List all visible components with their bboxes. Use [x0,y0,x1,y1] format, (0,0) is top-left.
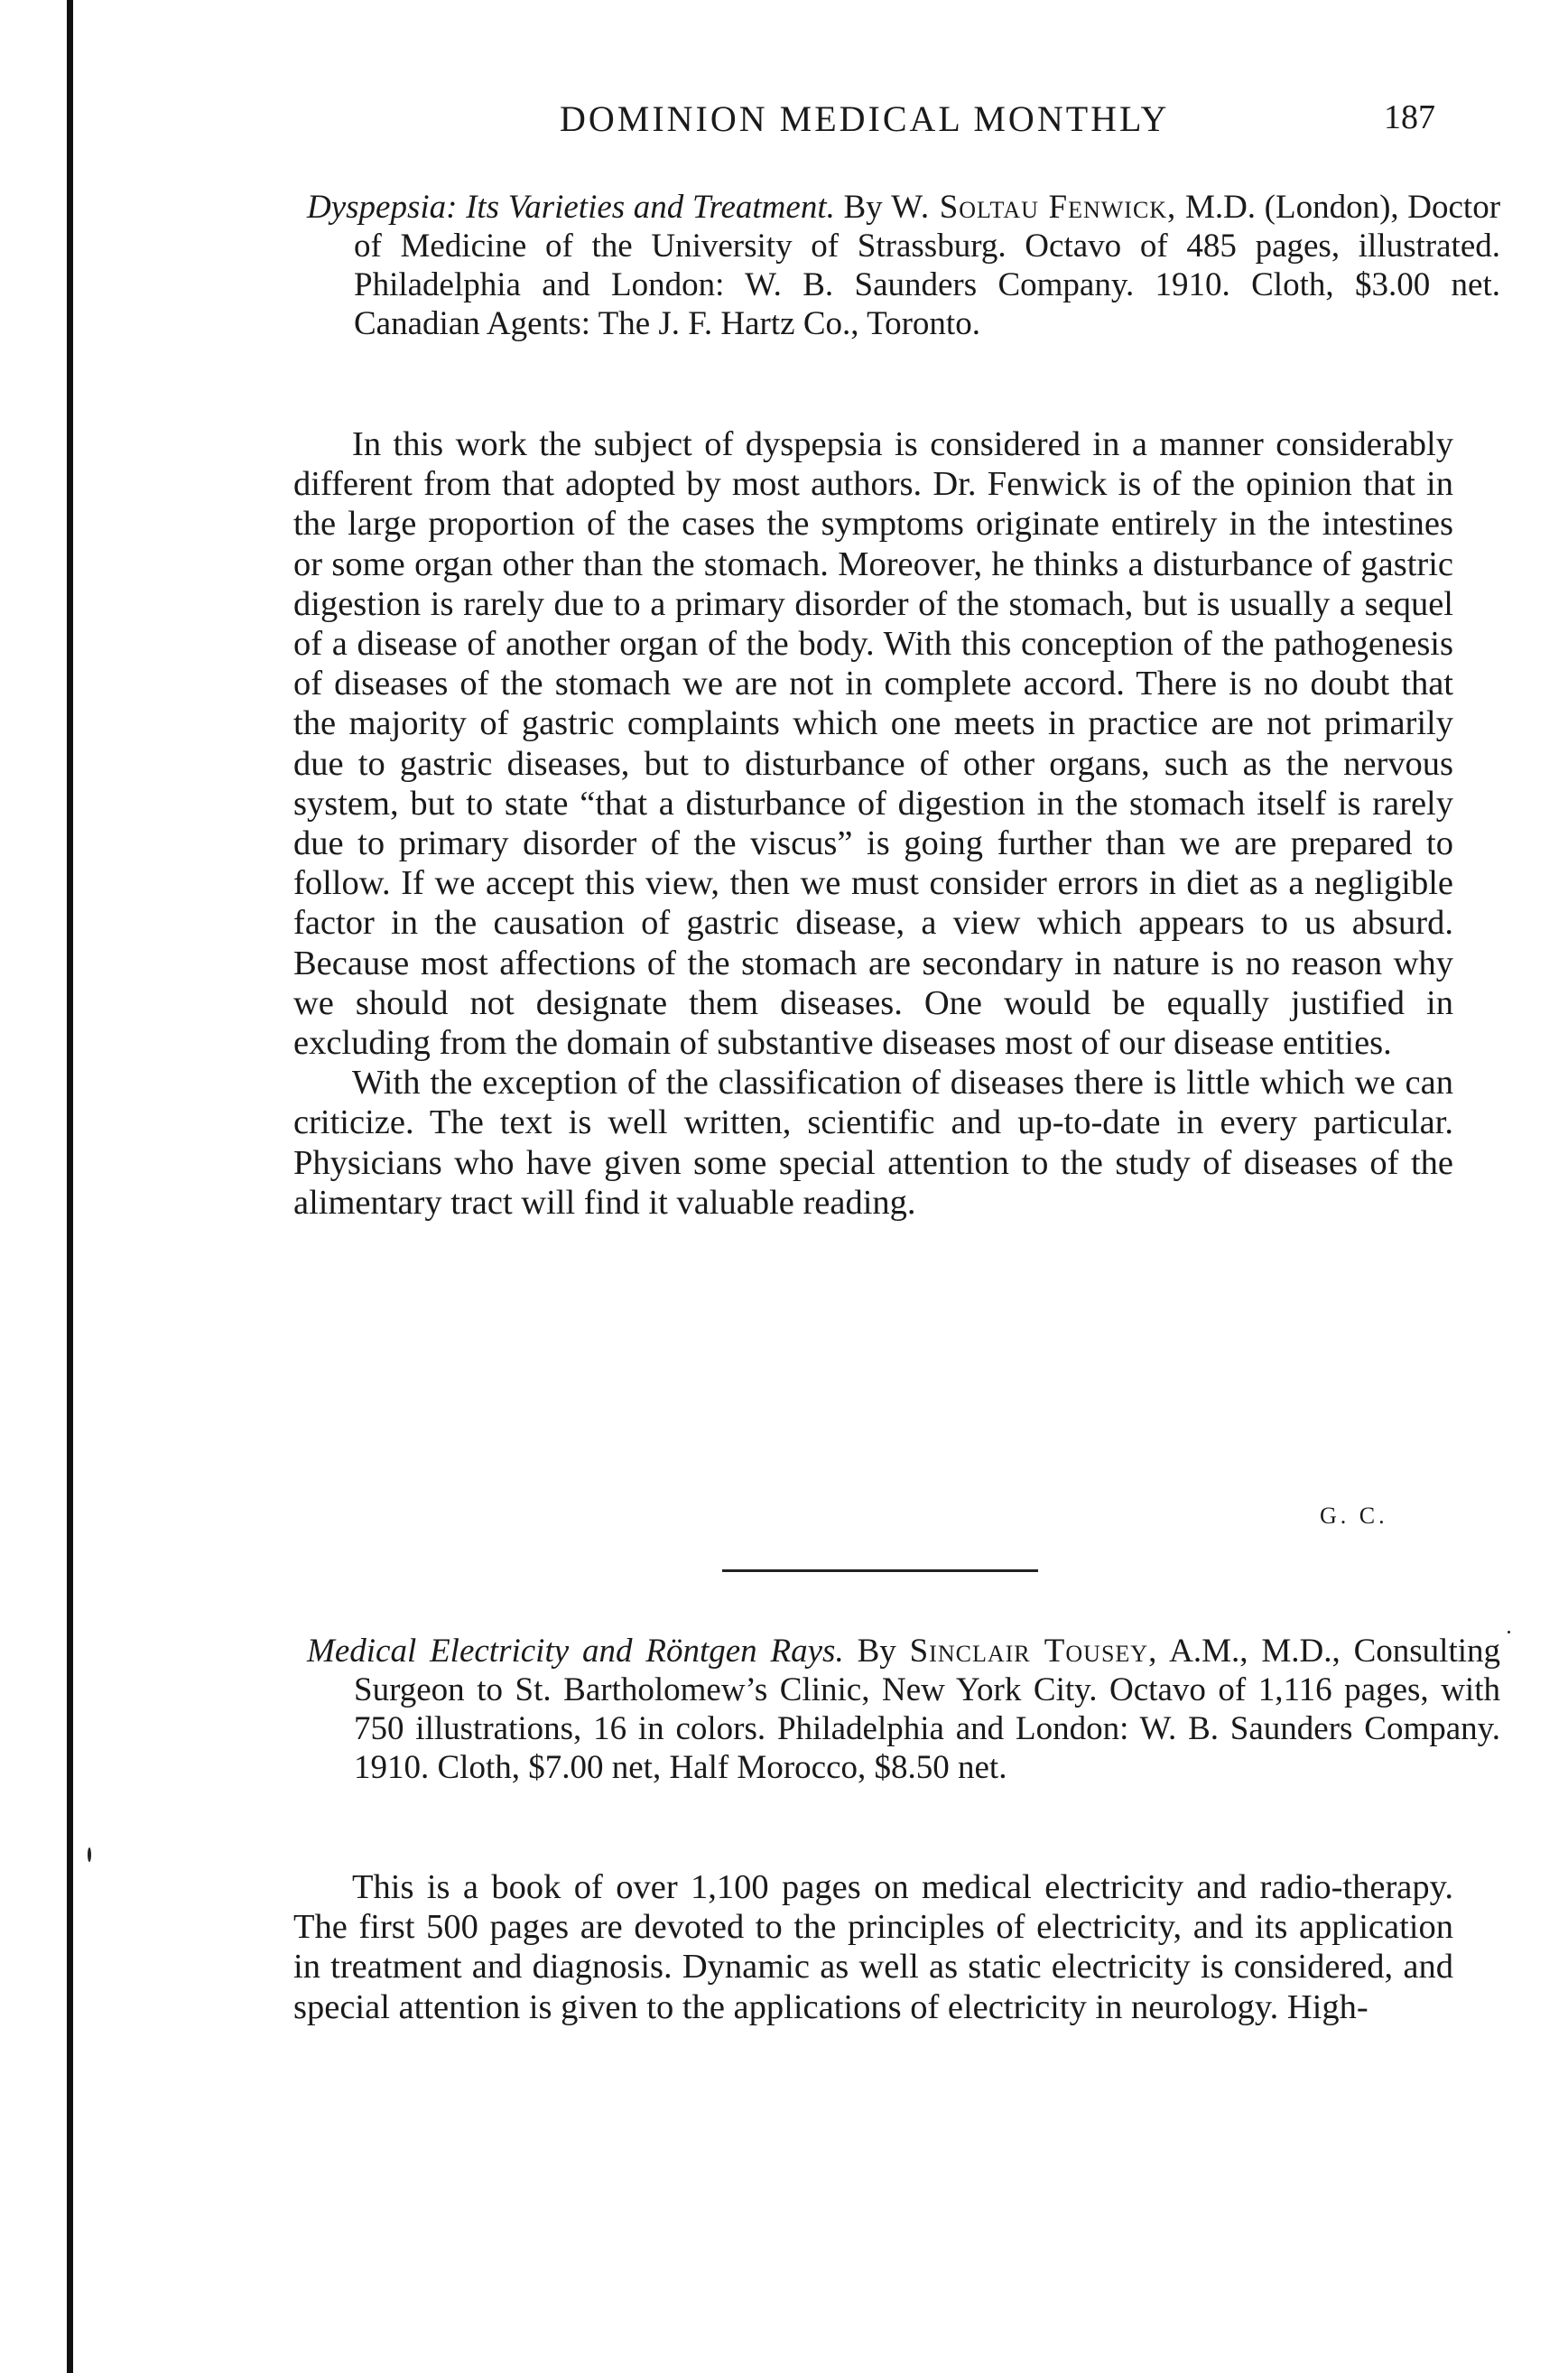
review-2-by: By [857,1633,896,1670]
running-header [289,98,1453,152]
page-binding-edge [67,0,73,2373]
review-2-body [293,1867,1453,2027]
review-2-author: Sinclair Tousey, [909,1633,1158,1670]
review-1-body [293,424,1453,1223]
page-number: 187 [1384,98,1435,136]
scan-speck [88,1847,91,1862]
journal-title: DOMINION MEDICAL MONTHLY [560,98,1170,139]
review-2-citation [307,1632,1500,1787]
review-1-signature: G. C. [1320,1503,1388,1529]
review-1-details: M.D. (London), Doctor of Medicine of the University of Strassburg. Octavo of 485 pages, illustrated. Philadelphia and London: W. B. Saunders Company. 1910. Cloth, $3.00 net. Canadian Agents: The J. F. Hartz Co., Toronto. [354,189,1501,342]
scan-speck [1508,1631,1510,1633]
review-2-details: A.M., M.D., Consulting Surgeon to St. Bartholomew’s Clinic, New York City. Octavo of 1,116 pages, with 750 illustrations, 16 in colors. Philadelphia and London: W. B. Saunders Company. 1910. Cloth, $7.00 net, Half Morocco, $8.50 net. [354,1633,1500,1786]
review-1-paragraph-2: With the exception of the classification of diseases there is little which we can criticize. The text is well written, scientific and up-to-date in every particular. Physicians who have given some special attention to the study of diseases of the alimentary tract will find it valuable reading. [293,1064,1453,1222]
review-1-paragraph-1: In this work the subject of dyspepsia is considered in a manner considerably different from that adopted by most authors. Dr. Fenwick is of the opinion that in the large proportion of the cases the symptoms originate entirely in the intestines or some organ other than the stomach. Moreover, he thinks a disturbance of gastric digestion is rarely due to a primary disorder of the stomach, but is usually a sequel of a disease of another organ of the body. With this conception of the pathogenesis of diseases of the stomach we are not in complete accord. There is no doubt that the majority of gastric complaints which one meets in practice are not primarily due to gastric diseases, but to disturbance of other organs, such as the nervous system, but to state “that a disturbance of digestion in the stomach itself is rarely due to primary disorder of the viscus” is going further than we are prepared to follow. If we accept this view, then we must consider errors in diet as a negligible factor in the causation of gastric disease, a view which appears to us absurd. Because most affections of the stomach are secondary in nature is no reason why we should not designate them diseases. One would be equally justified in excluding from the domain of substantive diseases most of our disease entities. [293,425,1453,1063]
review-1-author: W. Soltau Fenwick, [891,189,1177,226]
review-1-book-title: Dyspepsia: Its Varieties and Treatment. [307,189,835,226]
section-divider [722,1569,1038,1572]
review-1-by: By [843,189,883,226]
review-1-citation [307,188,1500,343]
review-2-paragraph-1: This is a book of over 1,100 pages on medical electricity and radio-therapy. The first 500 pages are devoted to the principles of electricity, and its application in treatment and diagnosis. Dynamic as well as static electricity is considered, and special attention is given to the applications of electricity in neurology. High- [293,1868,1453,2026]
review-2-book-title: Medical Electricity and Röntgen Rays. [307,1633,844,1670]
